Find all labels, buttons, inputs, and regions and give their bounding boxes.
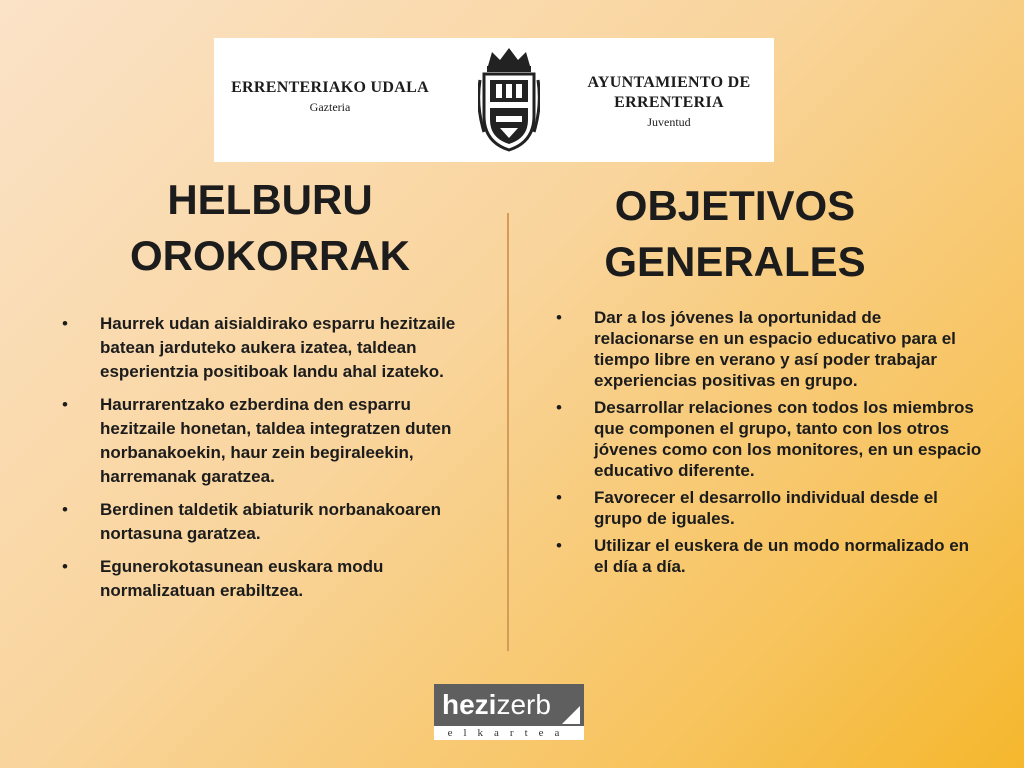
list-item xyxy=(62,312,472,384)
list-item xyxy=(62,393,472,489)
bullet-icon: • xyxy=(556,398,562,417)
spanish-org-name-line1: AYUNTAMIENTO DE xyxy=(587,74,751,91)
list-item-text: Haurrarentzako ezberdina den esparru hezitzaile honetan, taldea integratzen duten norbanakoekin, haur zein begiraleekin, harremanak garatzea. xyxy=(100,395,452,486)
list-item-text: Haurrek udan aisialdirako esparru hezitzaile batean jarduteko aukera izatea, taldean esperientzia positiboak landu ahal izateko. xyxy=(100,314,456,381)
logo-subtitle: elkartea xyxy=(447,727,571,739)
left-heading-line1: HELBURU xyxy=(167,176,373,223)
list-item xyxy=(556,397,986,481)
left-heading-line2: OROKORRAK xyxy=(130,232,410,279)
list-item xyxy=(556,487,986,529)
bullet-icon: • xyxy=(62,395,68,414)
page-fold-icon xyxy=(562,706,580,724)
column-divider xyxy=(507,213,509,651)
logo-box xyxy=(434,684,584,726)
list-item xyxy=(62,555,472,603)
list-item xyxy=(556,307,986,391)
right-heading-line1: OBJETIVOS xyxy=(614,182,856,229)
list-item-text: Dar a los jóvenes la oportunidad de relacionarse en un espacio educativo para el tiempo libre en verano y así poder trabajar experiencias positivas en grupo. xyxy=(594,308,956,390)
basque-department: Gazteria xyxy=(309,100,351,114)
right-heading xyxy=(590,178,880,290)
bullet-icon: • xyxy=(556,308,562,327)
basque-org-name: ERRENTERIAKO UDALA xyxy=(231,79,429,96)
list-item xyxy=(62,498,472,546)
hezizerb-logo xyxy=(434,684,584,740)
spanish-department: Juventud xyxy=(647,115,691,129)
basque-objectives-list xyxy=(62,312,472,612)
logo-wordmark xyxy=(442,688,551,722)
list-item-text: Desarrollar relaciones con todos los miembros que componen el grupo, tanto con los otros jóvenes como con los monitores, en un espacio educativo diferente. xyxy=(594,398,982,480)
spanish-objectives-list xyxy=(556,307,986,583)
bullet-icon: • xyxy=(556,488,562,507)
list-item-text: Egunerokotasunean euskara modu normalizatuan erabiltzea. xyxy=(100,557,384,600)
coat-of-arms-icon xyxy=(478,46,540,154)
basque-org-block xyxy=(220,78,440,115)
bullet-icon: • xyxy=(62,500,68,519)
left-heading xyxy=(120,172,420,284)
list-item-text: Utilizar el euskera de un modo normalizado en el día a día. xyxy=(594,536,970,576)
right-heading-line2: GENERALES xyxy=(604,238,866,285)
bullet-icon: • xyxy=(62,314,68,333)
bullet-icon: • xyxy=(556,536,562,555)
spanish-org-block xyxy=(564,73,774,130)
bullet-icon: • xyxy=(62,557,68,576)
header-banner xyxy=(214,38,774,162)
list-item-text: Favorecer el desarrollo individual desde el grupo de iguales. xyxy=(594,488,938,528)
logo-light-part: zerb xyxy=(496,689,551,720)
list-item xyxy=(556,535,986,577)
spanish-org-name-line2: ERRENTERIA xyxy=(614,94,724,111)
list-item-text: Berdinen taldetik abiaturik norbanakoaren nortasuna garatzea. xyxy=(100,500,442,543)
logo-bold-part: hezi xyxy=(442,689,497,720)
